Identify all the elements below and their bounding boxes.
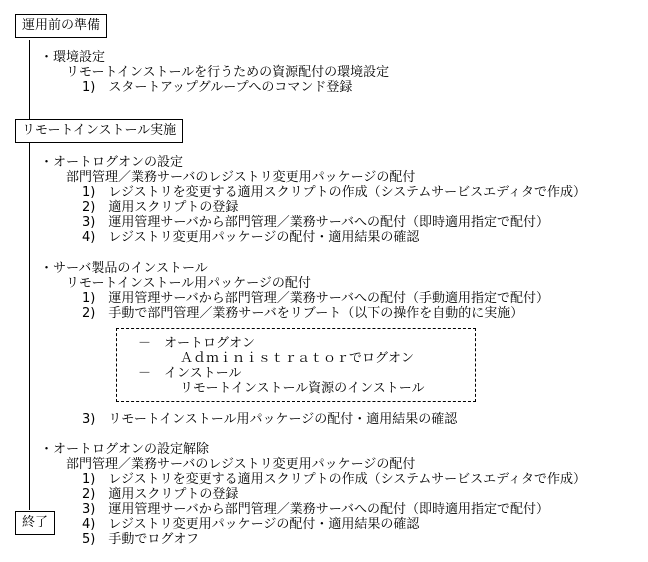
release-step-3: 3) 運用管理サーバから部門管理／業務サーバへの配付（即時適用指定で配付） [82, 502, 550, 517]
install-subtitle: リモートインストール用パッケージの配付 [66, 276, 311, 291]
install-step-2: 2) 手動で部門管理／業務サーバをリブート（以下の操作を自動的に実施） [82, 306, 524, 321]
box-item-autologon-detail: Ａｄｍｉｎｉｓｔｒａｔｏｒでログオン [180, 351, 415, 366]
prep-subtitle: リモートインストールを行うための資源配付の環境設定 [66, 65, 390, 80]
autologon-step-4: 4) レジストリ変更用パッケージの配付・適用結果の確認 [82, 230, 420, 245]
install-step-1: 1) 運用管理サーバから部門管理／業務サーバへの配付（手動適用指定で配付） [82, 291, 550, 306]
release-step-2: 2) 適用スクリプトの登録 [82, 487, 239, 502]
autologon-bullet: ・オートログオンの設定 [40, 155, 184, 170]
prep-bullet: ・環境設定 [40, 50, 106, 65]
autologon-subtitle: 部門管理／業務サーバのレジストリ変更用パッケージの配付 [66, 170, 416, 185]
stage-box-end: 終了 [15, 511, 55, 535]
box-item-install-detail: リモートインストール資源のインストール [180, 381, 425, 396]
release-bullet: ・オートログオンの設定解除 [40, 442, 210, 457]
release-step-5: 5) 手動でログオフ [82, 532, 199, 547]
autologon-step-3: 3) 運用管理サーバから部門管理／業務サーバへの配付（即時適用指定で配付） [82, 215, 550, 230]
prep-step-1: 1) スタートアップグループへのコマンド登録 [82, 80, 353, 95]
box-item-install: － インストール [138, 366, 242, 381]
flow-connector-line [29, 40, 30, 510]
release-subtitle: 部門管理／業務サーバのレジストリ変更用パッケージの配付 [66, 457, 416, 472]
release-step-4: 4) レジストリ変更用パッケージの配付・適用結果の確認 [82, 517, 420, 532]
install-step-3: 3) リモートインストール用パッケージの配付・適用結果の確認 [82, 412, 458, 427]
release-step-1: 1) レジストリを変更する適用スクリプトの作成（システムサービスエディタで作成） [82, 472, 587, 487]
autologon-step-2: 2) 適用スクリプトの登録 [82, 200, 239, 215]
autologon-step-1: 1) レジストリを変更する適用スクリプトの作成（システムサービスエディタで作成） [82, 185, 587, 200]
stage-box-prep: 運用前の準備 [15, 14, 107, 38]
stage-box-remote-install: リモートインストール実施 [15, 119, 183, 143]
box-item-autologon: － オートログオン [138, 336, 256, 351]
install-bullet: ・サーバ製品のインストール [40, 261, 208, 276]
